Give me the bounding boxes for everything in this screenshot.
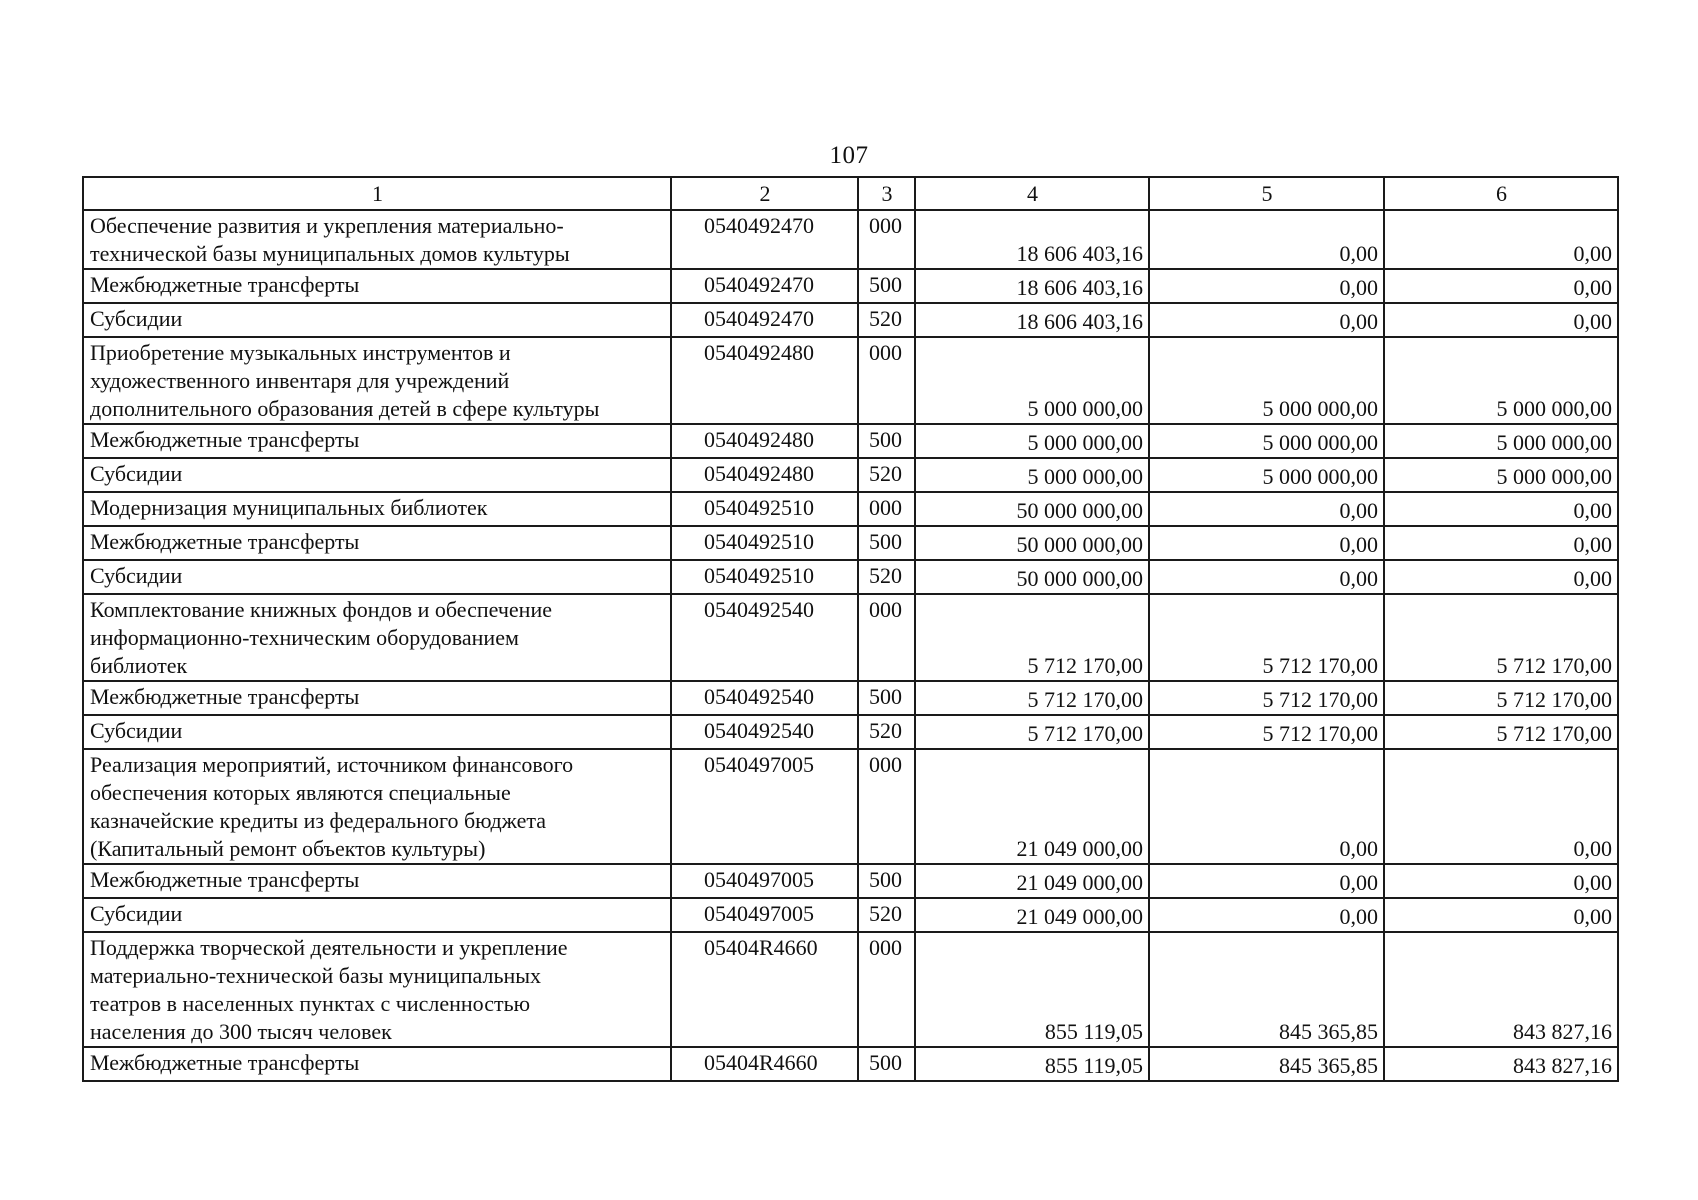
row-amount-col4-cell: 5 712 170,00 bbox=[915, 594, 1149, 681]
row-amount-col4-cell: 855 119,05 bbox=[915, 1047, 1149, 1081]
row-name-cell: Субсидии bbox=[83, 715, 671, 749]
row-amount-col5-cell: 845 365,85 bbox=[1149, 1047, 1384, 1081]
row-amount-col5-cell: 5 712 170,00 bbox=[1149, 594, 1384, 681]
row-code-cell: 0540492540 bbox=[671, 594, 858, 681]
column-header: 3 bbox=[858, 177, 915, 210]
row-type-cell: 500 bbox=[858, 424, 915, 458]
row-code-cell: 0540497005 bbox=[671, 864, 858, 898]
row-amount-col5-cell: 0,00 bbox=[1149, 749, 1384, 864]
row-amount-col5-cell: 0,00 bbox=[1149, 303, 1384, 337]
row-name-cell: Субсидии bbox=[83, 560, 671, 594]
row-amount-col4-cell: 21 049 000,00 bbox=[915, 864, 1149, 898]
row-amount-col6-cell: 0,00 bbox=[1384, 864, 1618, 898]
row-amount-col6-cell: 0,00 bbox=[1384, 749, 1618, 864]
table-row bbox=[83, 303, 1618, 337]
row-code-cell: 05404R4660 bbox=[671, 1047, 858, 1081]
row-name-cell: Межбюджетные трансферты bbox=[83, 864, 671, 898]
table-row bbox=[83, 424, 1618, 458]
row-amount-col4-cell: 21 049 000,00 bbox=[915, 898, 1149, 932]
row-amount-col4-cell: 18 606 403,16 bbox=[915, 303, 1149, 337]
row-amount-col6-cell: 0,00 bbox=[1384, 492, 1618, 526]
row-name-cell: Межбюджетные трансферты bbox=[83, 1047, 671, 1081]
row-amount-col4-cell: 50 000 000,00 bbox=[915, 492, 1149, 526]
row-amount-col4-cell: 855 119,05 bbox=[915, 932, 1149, 1047]
row-type-cell: 520 bbox=[858, 303, 915, 337]
table-row bbox=[83, 560, 1618, 594]
row-amount-col6-cell: 5 000 000,00 bbox=[1384, 337, 1618, 424]
row-type-cell: 500 bbox=[858, 864, 915, 898]
row-name-cell: Приобретение музыкальных инструментов и художественного инвентаря для учреждений дополнительного образования детей в сфере культуры bbox=[83, 337, 671, 424]
row-name-cell: Обеспечение развития и укрепления материально- технической базы муниципальных домов культуры bbox=[83, 210, 671, 269]
row-amount-col6-cell: 0,00 bbox=[1384, 898, 1618, 932]
budget-table bbox=[82, 176, 1619, 1082]
row-amount-col4-cell: 18 606 403,16 bbox=[915, 210, 1149, 269]
row-type-cell: 000 bbox=[858, 749, 915, 864]
row-code-cell: 0540492540 bbox=[671, 681, 858, 715]
table-row bbox=[83, 715, 1618, 749]
row-name-cell: Межбюджетные трансферты bbox=[83, 269, 671, 303]
row-type-cell: 500 bbox=[858, 526, 915, 560]
row-code-cell: 0540492470 bbox=[671, 303, 858, 337]
row-code-cell: 0540492470 bbox=[671, 210, 858, 269]
row-code-cell: 0540492540 bbox=[671, 715, 858, 749]
row-amount-col6-cell: 0,00 bbox=[1384, 269, 1618, 303]
row-amount-col6-cell: 5 000 000,00 bbox=[1384, 458, 1618, 492]
row-amount-col6-cell: 0,00 bbox=[1384, 560, 1618, 594]
row-amount-col6-cell: 5 712 170,00 bbox=[1384, 681, 1618, 715]
row-type-cell: 500 bbox=[858, 681, 915, 715]
row-type-cell: 500 bbox=[858, 269, 915, 303]
row-amount-col5-cell: 0,00 bbox=[1149, 269, 1384, 303]
row-amount-col5-cell: 0,00 bbox=[1149, 492, 1384, 526]
row-amount-col5-cell: 5 000 000,00 bbox=[1149, 424, 1384, 458]
row-amount-col6-cell: 5 712 170,00 bbox=[1384, 715, 1618, 749]
row-amount-col5-cell: 5 000 000,00 bbox=[1149, 337, 1384, 424]
row-name-cell: Межбюджетные трансферты bbox=[83, 681, 671, 715]
row-name-cell: Поддержка творческой деятельности и укрепление материально-технической базы муниципальных театров в населенных пунктах с численностью населения до 300 тысяч человек bbox=[83, 932, 671, 1047]
table-row bbox=[83, 749, 1618, 864]
row-name-cell: Реализация мероприятий, источником финансового обеспечения которых являются специальные казначейские кредиты из федерального бюджета (Капитальный ремонт объектов культуры) bbox=[83, 749, 671, 864]
row-code-cell: 0540492510 bbox=[671, 492, 858, 526]
row-amount-col4-cell: 50 000 000,00 bbox=[915, 560, 1149, 594]
budget-table-body bbox=[83, 177, 1618, 1081]
row-amount-col5-cell: 5 712 170,00 bbox=[1149, 715, 1384, 749]
row-amount-col4-cell: 5 712 170,00 bbox=[915, 681, 1149, 715]
row-amount-col4-cell: 5 000 000,00 bbox=[915, 337, 1149, 424]
row-name-cell: Субсидии bbox=[83, 458, 671, 492]
row-amount-col5-cell: 5 712 170,00 bbox=[1149, 681, 1384, 715]
column-header: 1 bbox=[83, 177, 671, 210]
row-code-cell: 0540492480 bbox=[671, 424, 858, 458]
row-amount-col5-cell: 0,00 bbox=[1149, 210, 1384, 269]
table-row bbox=[83, 526, 1618, 560]
row-amount-col6-cell: 0,00 bbox=[1384, 210, 1618, 269]
page-number: 107 bbox=[829, 142, 869, 169]
table-row bbox=[83, 681, 1618, 715]
row-code-cell: 0540492510 bbox=[671, 526, 858, 560]
row-amount-col5-cell: 0,00 bbox=[1149, 526, 1384, 560]
row-amount-col4-cell: 5 000 000,00 bbox=[915, 424, 1149, 458]
row-type-cell: 520 bbox=[858, 458, 915, 492]
row-type-cell: 520 bbox=[858, 715, 915, 749]
table-row bbox=[83, 210, 1618, 269]
row-amount-col5-cell: 0,00 bbox=[1149, 864, 1384, 898]
row-type-cell: 000 bbox=[858, 932, 915, 1047]
row-name-cell: Модернизация муниципальных библиотек bbox=[83, 492, 671, 526]
row-type-cell: 000 bbox=[858, 492, 915, 526]
row-amount-col4-cell: 50 000 000,00 bbox=[915, 526, 1149, 560]
row-amount-col6-cell: 5 000 000,00 bbox=[1384, 424, 1618, 458]
row-amount-col6-cell: 5 712 170,00 bbox=[1384, 594, 1618, 681]
table-row bbox=[83, 1047, 1618, 1081]
row-amount-col5-cell: 0,00 bbox=[1149, 560, 1384, 594]
row-code-cell: 0540492480 bbox=[671, 337, 858, 424]
column-header: 4 bbox=[915, 177, 1149, 210]
table-row bbox=[83, 594, 1618, 681]
row-amount-col6-cell: 843 827,16 bbox=[1384, 932, 1618, 1047]
column-header: 5 bbox=[1149, 177, 1384, 210]
row-name-cell: Комплектование книжных фондов и обеспечение информационно-техническим оборудованием библиотек bbox=[83, 594, 671, 681]
row-code-cell: 0540492480 bbox=[671, 458, 858, 492]
table-row bbox=[83, 864, 1618, 898]
row-type-cell: 000 bbox=[858, 594, 915, 681]
row-name-cell: Субсидии bbox=[83, 303, 671, 337]
row-name-cell: Межбюджетные трансферты bbox=[83, 424, 671, 458]
table-row bbox=[83, 458, 1618, 492]
row-type-cell: 000 bbox=[858, 210, 915, 269]
row-type-cell: 520 bbox=[858, 560, 915, 594]
row-code-cell: 0540492470 bbox=[671, 269, 858, 303]
row-amount-col4-cell: 5 000 000,00 bbox=[915, 458, 1149, 492]
table-row bbox=[83, 337, 1618, 424]
table-row bbox=[83, 492, 1618, 526]
row-amount-col6-cell: 0,00 bbox=[1384, 303, 1618, 337]
column-header: 2 bbox=[671, 177, 858, 210]
row-amount-col5-cell: 845 365,85 bbox=[1149, 932, 1384, 1047]
row-amount-col4-cell: 5 712 170,00 bbox=[915, 715, 1149, 749]
row-name-cell: Межбюджетные трансферты bbox=[83, 526, 671, 560]
table-row bbox=[83, 932, 1618, 1047]
row-amount-col5-cell: 0,00 bbox=[1149, 898, 1384, 932]
row-type-cell: 000 bbox=[858, 337, 915, 424]
row-amount-col4-cell: 18 606 403,16 bbox=[915, 269, 1149, 303]
row-type-cell: 500 bbox=[858, 1047, 915, 1081]
row-code-cell: 0540492510 bbox=[671, 560, 858, 594]
row-amount-col6-cell: 0,00 bbox=[1384, 526, 1618, 560]
row-code-cell: 05404R4660 bbox=[671, 932, 858, 1047]
row-amount-col5-cell: 5 000 000,00 bbox=[1149, 458, 1384, 492]
row-type-cell: 520 bbox=[858, 898, 915, 932]
row-code-cell: 0540497005 bbox=[671, 898, 858, 932]
row-name-cell: Субсидии bbox=[83, 898, 671, 932]
table-row bbox=[83, 269, 1618, 303]
row-code-cell: 0540497005 bbox=[671, 749, 858, 864]
row-amount-col4-cell: 21 049 000,00 bbox=[915, 749, 1149, 864]
column-header: 6 bbox=[1384, 177, 1618, 210]
row-amount-col6-cell: 843 827,16 bbox=[1384, 1047, 1618, 1081]
table-row bbox=[83, 898, 1618, 932]
table-header-row bbox=[83, 177, 1618, 210]
